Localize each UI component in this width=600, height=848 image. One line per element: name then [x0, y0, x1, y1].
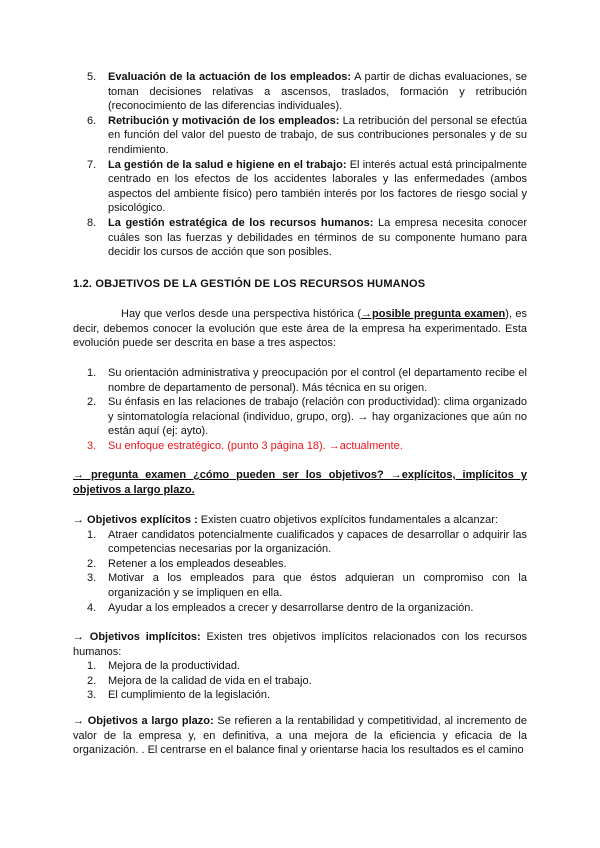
implicit-objectives: → Objetivos implícitos: Existen tres objetivos implícitos relacionados con los recursos humanos: 1. Mejora de la productividad. 2. Mejora de la calidad de vida en el trabajo. 3. El cumplimiento de la legislación.	[73, 631, 527, 702]
explicit-objectives: → Objetivos explícitos : Existen cuatro objetivos explícitos fundamentales a alcanzar: 1. Atraer candidatos potencialmente cualificados y capaces de desarrollar o adquirir las competencias necesarias por la organización. 2. Retener a los empleados deseables. 3. Motivar a los empleados para que éstos adquieran un compromiso con la organización y se impliquen en ella. 4. Ayudar a los empleados a crecer y desarrollarse dentro de la organización.	[73, 514, 527, 614]
list-item: 3. El cumplimiento de la legislación.	[87, 689, 271, 702]
list-item: 1. Atraer candidatos potencialmente cualificados y capaces de desarrollar o adquirir las competencias necesarias por la organización.	[87, 528, 527, 556]
list-item: 3. Motivar a los empleados para que éstos adquieran un compromiso con la organización y se impliquen en ella.	[87, 572, 527, 599]
list-item: 8. La gestión estratégica de los recursos humanos: La empresa necesita conocer cuáles son las fuerzas y debilidades en términos de su componente humano para decidir los cursos de acción que son posibles.	[87, 216, 527, 259]
section-heading-block	[73, 277, 527, 292]
exam-note: →posible pregunta examen	[361, 308, 506, 320]
list-item: 2. Retener a los empleados deseables.	[87, 557, 287, 570]
list-item: 1. Su orientación administrativa y preocupación por el control (el departamento recibe el nombre de departamento de personal). Más técnica en su origen.	[87, 367, 527, 394]
list-item: 3. Su enfoque estratégico. (punto 3 página 18). →actualmente.	[87, 439, 403, 452]
list-item: 6. Retribución y motivación de los empleados: La retribución del personal se efectúa en función del valor del puesto de trabajo, de sus contribuciones personales y de su rendimiento.	[87, 114, 527, 156]
section-heading: 1.2. OBJETIVOS DE LA GESTIÓN DE LOS RECURSOS HUMANOS	[73, 278, 426, 290]
longterm-objectives: → Objetivos a largo plazo: Se refieren a la rentabilidad y competitividad, al incremento de valor de la empresa y, en definitiva, a una mejora de la eficiencia y eficacia de la organización. . El centrarse en el balance final y orientarse hacia los resultados es el camino	[73, 715, 527, 757]
intro-paragraph: Hay que verlos desde una perspectiva histórica (→posible pregunta examen), es decir, debemos conocer la evolución que este área de la empresa ha experimentado. Esta evolución puede ser descrita en base a tres aspectos:	[73, 308, 527, 350]
exam-question: → pregunta examen ¿cómo pueden ser los objetivos? →explícitos, implícitos y objetivos a largo plazo.	[73, 469, 527, 496]
list-item: 1. Mejora de la productividad.	[87, 660, 241, 673]
functions-list	[73, 70, 527, 260]
list-item: 2. Su énfasis en las relaciones de trabajo (relación con productividad): clima organizado y sintomatología relacional (individuo, grupo, org). → hay organizaciones que aún no están aquí (ej: ayto).	[87, 396, 527, 438]
list-item: 4. Ayudar a los empleados a crecer y desarrollarse dentro de la organización.	[87, 601, 474, 614]
list-item: 2. Mejora de la calidad de vida en el trabajo.	[87, 674, 312, 687]
list-item: 5. Evaluación de la actuación de los empleados: A partir de dichas evaluaciones, se toman decisiones relativas a ascensos, traslados, formación y retribución (reconocimiento de las diferencias individuales).	[87, 71, 527, 113]
list-item: 7. La gestión de la salud e higiene en el trabajo: El interés actual está principalmente centrado en los efectos de los accidentes laborales y las enfermedades (ambos aspectos del ambiente físico) pero también interés por los factores de riesgo social y psicológico.	[87, 158, 527, 215]
aspects-list	[73, 366, 527, 454]
